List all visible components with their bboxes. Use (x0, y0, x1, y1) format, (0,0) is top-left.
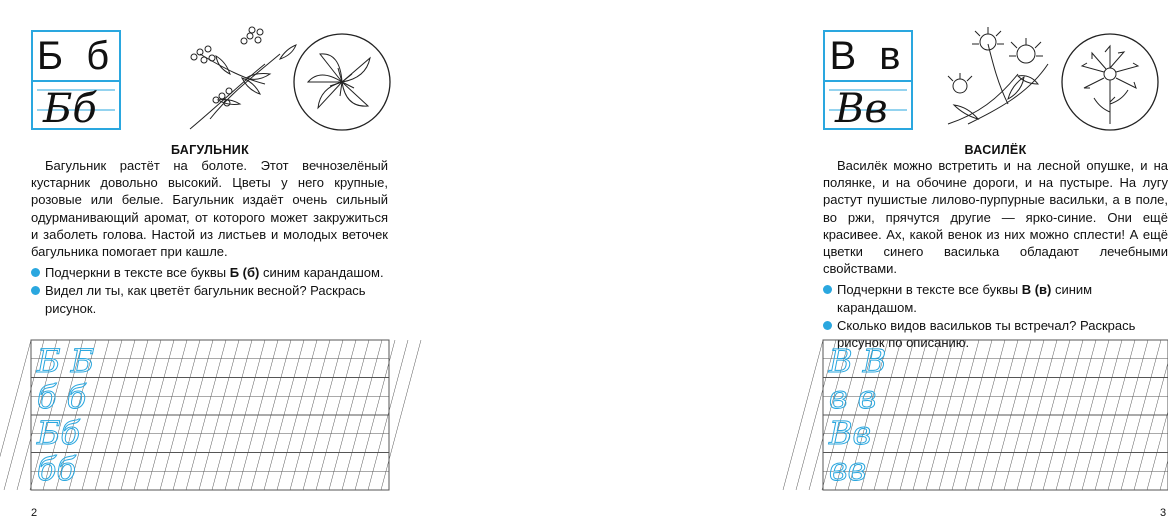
task-text-end: синим карандашом. (837, 282, 1093, 315)
handwriting-grid (31, 340, 389, 490)
cursive-text: Вв (835, 86, 888, 132)
page-number: 2 (31, 507, 38, 519)
handwriting-grid (823, 340, 1168, 490)
task-text: Видел ли ты, как цветёт багульник весной? Раскрась рисунок. (45, 283, 366, 316)
printed-letter-pair: Б б (33, 32, 119, 82)
left-page (0, 0, 400, 531)
task-letter: В (в) (1021, 282, 1052, 298)
task-color (31, 282, 388, 316)
task-text: Подчеркни в тексте все буквы (45, 265, 230, 281)
title-vasilek: ВАСИЛЁК (964, 143, 1027, 157)
cornflower-icon (938, 24, 1158, 136)
bullet-icon (823, 321, 832, 330)
text-block (823, 157, 1168, 351)
task-text: Сколько видов васильков ты встречал? Раскрась рисунок по описанию. (837, 317, 1136, 351)
practice-row: Б Б (37, 342, 95, 380)
practice-row: Вв (829, 414, 872, 452)
story-paragraph: Василёк можно встретить и на лесной опушке, и на полянке, и на обочине дороги, и на пустыре. На лугу растут пушистые лилово-пурпурные васильки, а в поле, во ржи, прячутся другие — ярко-синие. Они ещё красивее. Ах, какой венок из них можно сплести! А ещё цветки синего василька обладают лечебными свойствами. (823, 158, 1168, 277)
text-block (31, 157, 388, 317)
practice-row: в в (829, 378, 877, 416)
practice-row: Бб (37, 414, 81, 452)
letter-card-v (823, 30, 913, 130)
bullet-icon (31, 286, 40, 295)
practice-row: В В (829, 342, 887, 380)
cursive-text: Бб (43, 86, 97, 132)
cursive-letter-pair (33, 82, 119, 130)
page-number: 3 (1160, 507, 1167, 519)
title-bagulnik: БАГУЛЬНИК (170, 143, 250, 157)
bullet-icon (31, 268, 40, 277)
task-text-end: синим карандашом. (259, 265, 384, 281)
right-page (400, 0, 1168, 531)
wild-rosemary-icon (170, 24, 390, 136)
task-underline (823, 281, 1168, 315)
practice-row: б б (37, 378, 87, 416)
cursive-letter-pair (825, 82, 911, 130)
bullet-icon (823, 285, 832, 294)
practice-row: бб (37, 450, 77, 488)
task-underline (31, 264, 388, 281)
task-letter: Б (б) (229, 265, 260, 281)
story-paragraph: Багульник растёт на болоте. Этот вечнозелёный кустарник довольно высокий. Цветы у него крупные, розовые или белые. Багульник издаёт очень сильный одурманивающий аромат, от которого может закружиться и заболеть голова. Настой из листьев и молодых веточек багульника помогает при кашле. (31, 158, 388, 260)
printed-letter-pair: В в (825, 32, 911, 82)
practice-row: вв (829, 450, 867, 488)
task-text: Подчеркни в тексте все буквы (837, 282, 1022, 298)
letter-card-b (31, 30, 121, 130)
